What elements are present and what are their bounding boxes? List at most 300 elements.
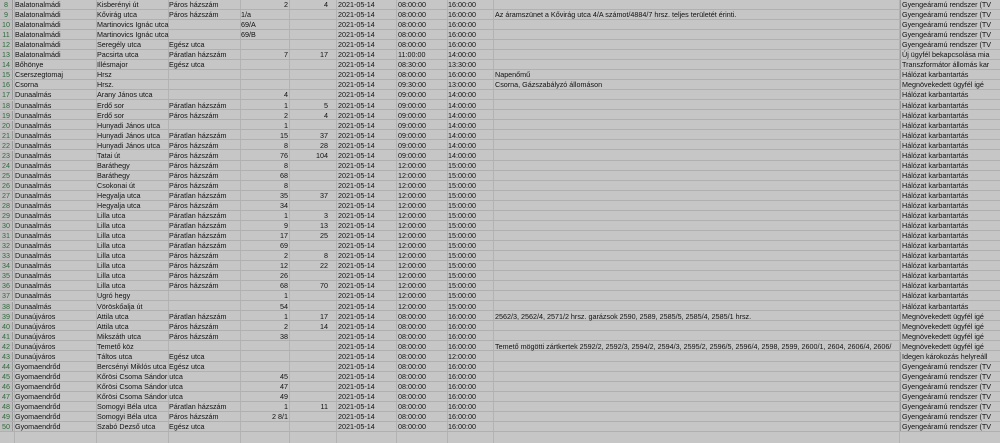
- cell-i[interactable]: 15:00:00: [448, 301, 476, 311]
- cell-b[interactable]: Vöröskőalja út: [97, 301, 143, 311]
- cell-h[interactable]: 09:30:00: [398, 80, 426, 90]
- row-number[interactable]: 34: [0, 261, 13, 270]
- cell-d[interactable]: [241, 141, 259, 150]
- cell-g[interactable]: 2021-05-14: [338, 231, 375, 241]
- cell-b[interactable]: Hegyalja utca: [97, 201, 141, 210]
- cell-j[interactable]: [495, 271, 900, 280]
- cell-f[interactable]: [290, 40, 328, 49]
- cell-d[interactable]: [241, 111, 259, 120]
- cell-j[interactable]: [495, 352, 900, 361]
- cell-a[interactable]: Gyomaendrőd: [15, 412, 61, 422]
- cell-g[interactable]: 2021-05-14: [338, 50, 375, 60]
- cell-g[interactable]: 2021-05-14: [338, 60, 375, 70]
- cell-k[interactable]: Hálózat karbantartás: [900, 101, 1000, 110]
- cell-f[interactable]: [290, 372, 328, 381]
- cell-a[interactable]: Dunaalmás: [15, 271, 52, 281]
- cell-c[interactable]: [169, 20, 241, 29]
- cell-h[interactable]: 08:00:00: [398, 40, 426, 50]
- cell-i[interactable]: 13:00:00: [448, 80, 476, 90]
- cell-c[interactable]: Páratlan házszám: [169, 241, 227, 251]
- cell-h[interactable]: 08:30:00: [398, 60, 426, 70]
- cell-i[interactable]: 15:00:00: [448, 221, 476, 231]
- cell-b[interactable]: Lilla utca: [97, 211, 126, 221]
- cell-k[interactable]: Hálózat karbantartás: [900, 131, 1000, 140]
- cell-k[interactable]: Gyengeáramú rendszer (TV: [900, 392, 1000, 401]
- cell-b[interactable]: Kőrösi Csoma Sándor utca: [97, 391, 183, 401]
- cell-i[interactable]: 15:00:00: [448, 241, 476, 251]
- cell-h[interactable]: 12:00:00: [398, 160, 426, 170]
- row-number[interactable]: 8: [0, 0, 13, 9]
- row-number[interactable]: 47: [0, 392, 13, 401]
- cell-b[interactable]: Mikszáth utca: [97, 331, 141, 341]
- cell-b[interactable]: Szabó Dezső utca: [97, 422, 156, 432]
- cell-e[interactable]: 49: [280, 391, 288, 401]
- cell-a[interactable]: Dunaalmás: [15, 120, 52, 130]
- cell-g[interactable]: 2021-05-14: [338, 140, 375, 150]
- cell-a[interactable]: Balatonalmádi: [15, 0, 61, 9]
- cell-h[interactable]: 08:00:00: [398, 391, 426, 401]
- cell-e[interactable]: [260, 10, 288, 19]
- cell-k[interactable]: Gyengeáramú rendszer (TV: [900, 382, 1000, 391]
- row-number[interactable]: 41: [0, 332, 13, 341]
- cell-b[interactable]: Attila utca: [97, 321, 129, 331]
- cell-b[interactable]: Lilla utca: [97, 231, 126, 241]
- cell-b[interactable]: Seregély utca: [97, 40, 141, 50]
- cell-h[interactable]: 08:00:00: [398, 402, 426, 411]
- cell-f[interactable]: 17: [320, 311, 328, 321]
- cell-c[interactable]: [169, 70, 241, 79]
- row-number[interactable]: 40: [0, 322, 13, 331]
- cell-b[interactable]: Hunyadi János utca: [97, 130, 161, 140]
- cell-c[interactable]: [169, 30, 241, 39]
- cell-k[interactable]: Hálózat karbantartás: [900, 251, 1000, 260]
- cell-b[interactable]: Somogyi Béla utca: [97, 402, 157, 411]
- cell-b[interactable]: Baráthegy: [97, 160, 130, 170]
- cell-g[interactable]: 2021-05-14: [338, 170, 375, 180]
- cell-h[interactable]: 12:00:00: [398, 241, 426, 251]
- cell-a[interactable]: Dunaalmás: [15, 90, 52, 100]
- cell-d[interactable]: [241, 181, 259, 190]
- cell-d[interactable]: [241, 201, 259, 210]
- cell-d[interactable]: [241, 352, 259, 361]
- cell-e[interactable]: 2 8/1: [272, 412, 288, 422]
- cell-a[interactable]: Dunaalmás: [15, 170, 52, 180]
- row-number[interactable]: 30: [0, 221, 13, 230]
- cell-c[interactable]: Egész utca: [169, 60, 205, 70]
- cell-e[interactable]: 34: [280, 201, 288, 210]
- cell-k[interactable]: Hálózat karbantartás: [900, 171, 1000, 180]
- cell-h[interactable]: 09:00:00: [398, 130, 426, 140]
- cell-g[interactable]: 2021-05-14: [338, 321, 375, 331]
- cell-b[interactable]: Csokonai út: [97, 180, 135, 190]
- cell-i[interactable]: 14:00:00: [448, 120, 476, 130]
- cell-b[interactable]: Kőrösi Csoma Sándor utca: [97, 371, 183, 381]
- cell-h[interactable]: 12:00:00: [398, 180, 426, 190]
- row-number[interactable]: 27: [0, 191, 13, 200]
- row-number[interactable]: 11: [0, 30, 13, 39]
- cell-h[interactable]: 12:00:00: [398, 231, 426, 241]
- cell-i[interactable]: 15:00:00: [448, 231, 476, 241]
- cell-a[interactable]: Balatonalmádi: [15, 40, 61, 50]
- cell-j[interactable]: [495, 171, 900, 180]
- row-number[interactable]: 22: [0, 141, 13, 150]
- cell-h[interactable]: 08:00:00: [398, 422, 426, 432]
- cell-h[interactable]: 08:00:00: [398, 20, 426, 30]
- row-number[interactable]: 48: [0, 402, 13, 411]
- cell-h[interactable]: 12:00:00: [398, 291, 426, 301]
- cell-g[interactable]: 2021-05-14: [338, 80, 375, 90]
- cell-i[interactable]: 16:00:00: [448, 422, 476, 432]
- cell-b[interactable]: Bercsényi Miklós utca: [97, 361, 167, 371]
- cell-e[interactable]: 4: [284, 90, 288, 100]
- cell-i[interactable]: 16:00:00: [448, 412, 476, 422]
- cell-e[interactable]: 1: [284, 120, 288, 130]
- cell-i[interactable]: 16:00:00: [448, 20, 476, 30]
- cell-b[interactable]: Erdő sor: [97, 100, 125, 110]
- cell-k[interactable]: Gyengeáramú rendszer (TV: [900, 422, 1000, 431]
- row-number[interactable]: 23: [0, 151, 13, 160]
- cell-c[interactable]: Páratlan házszám: [169, 211, 227, 221]
- cell-h[interactable]: 12:00:00: [398, 271, 426, 281]
- cell-f[interactable]: [290, 302, 328, 311]
- cell-g[interactable]: 2021-05-14: [338, 251, 375, 261]
- cell-c[interactable]: Páros házszám: [169, 10, 219, 20]
- cell-a[interactable]: Dunaalmás: [15, 231, 52, 241]
- cell-i[interactable]: 14:00:00: [448, 100, 476, 110]
- cell-f[interactable]: [290, 201, 328, 210]
- cell-e[interactable]: 68: [280, 170, 288, 180]
- cell-c[interactable]: Páratlan házszám: [169, 50, 227, 60]
- cell-k[interactable]: Hálózat karbantartás: [900, 211, 1000, 220]
- cell-k[interactable]: Hálózat karbantartás: [900, 291, 1000, 300]
- row-number[interactable]: 25: [0, 171, 13, 180]
- cell-k[interactable]: Hálózat karbantartás: [900, 121, 1000, 130]
- cell-d[interactable]: [241, 322, 259, 331]
- cell-i[interactable]: 16:00:00: [448, 341, 476, 351]
- cell-h[interactable]: 12:00:00: [398, 281, 426, 291]
- cell-f[interactable]: [290, 422, 328, 431]
- cell-d[interactable]: [241, 281, 259, 290]
- row-number[interactable]: 38: [0, 302, 13, 311]
- cell-g[interactable]: 2021-05-14: [338, 311, 375, 321]
- cell-f[interactable]: [290, 30, 328, 39]
- cell-c[interactable]: Páratlan házszám: [169, 130, 227, 140]
- cell-b[interactable]: Lilla utca: [97, 271, 126, 281]
- cell-d[interactable]: [241, 0, 259, 9]
- cell-d[interactable]: [241, 80, 259, 89]
- cell-h[interactable]: 08:00:00: [398, 10, 426, 20]
- cell-i[interactable]: 13:30:00: [448, 60, 476, 70]
- cell-c[interactable]: Páros házszám: [169, 140, 219, 150]
- cell-b[interactable]: Baráthegy: [97, 170, 130, 180]
- cell-c[interactable]: Páros házszám: [169, 180, 219, 190]
- cell-d[interactable]: [241, 291, 259, 300]
- cell-b[interactable]: Kővirág utca: [97, 10, 137, 20]
- cell-c[interactable]: [169, 121, 241, 130]
- cell-k[interactable]: Hálózat karbantartás: [900, 261, 1000, 270]
- cell-g[interactable]: 2021-05-14: [338, 90, 375, 100]
- cell-b[interactable]: Pacsirta utca: [97, 50, 139, 60]
- cell-d[interactable]: [241, 382, 259, 391]
- cell-b[interactable]: Attila utca: [97, 311, 129, 321]
- cell-j[interactable]: [495, 332, 900, 341]
- cell-h[interactable]: 08:00:00: [398, 371, 426, 381]
- cell-j[interactable]: [495, 111, 900, 120]
- cell-e[interactable]: 26: [280, 271, 288, 281]
- row-number[interactable]: 9: [0, 10, 13, 19]
- cell-c[interactable]: [169, 80, 241, 89]
- row-number[interactable]: 21: [0, 131, 13, 140]
- cell-f[interactable]: 104: [316, 150, 328, 160]
- cell-a[interactable]: Dunaalmás: [15, 201, 52, 210]
- cell-j[interactable]: [495, 261, 900, 270]
- cell-d[interactable]: [241, 402, 259, 411]
- cell-c[interactable]: [169, 392, 241, 401]
- cell-k[interactable]: Új ügyfél bekapcsolása mia: [900, 50, 1000, 59]
- cell-f[interactable]: [290, 362, 328, 371]
- cell-c[interactable]: Páros házszám: [169, 412, 219, 422]
- cell-e[interactable]: 1: [284, 291, 288, 301]
- cell-g[interactable]: 2021-05-14: [338, 201, 375, 210]
- cell-h[interactable]: 08:00:00: [398, 70, 426, 80]
- cell-i[interactable]: 15:00:00: [448, 211, 476, 221]
- cell-f[interactable]: 17: [320, 50, 328, 60]
- cell-a[interactable]: Dunaalmás: [15, 160, 52, 170]
- cell-k[interactable]: Hálózat karbantartás: [900, 302, 1000, 311]
- cell-j[interactable]: [495, 191, 900, 200]
- cell-a[interactable]: Dunaalmás: [15, 291, 52, 301]
- cell-k[interactable]: Megnövekedett ügyfél igé: [900, 80, 1000, 89]
- cell-g[interactable]: 2021-05-14: [338, 70, 375, 80]
- cell-e[interactable]: 8: [284, 160, 288, 170]
- cell-f[interactable]: [290, 291, 328, 300]
- cell-f[interactable]: 13: [320, 221, 328, 231]
- cell-d[interactable]: [241, 302, 259, 311]
- cell-j[interactable]: [495, 392, 900, 401]
- cell-a[interactable]: Dunaalmás: [15, 241, 52, 251]
- cell-b[interactable]: Ugró hegy: [97, 291, 131, 301]
- cell-a[interactable]: Dunaújváros: [15, 321, 56, 331]
- cell-d[interactable]: [241, 231, 259, 240]
- row-number[interactable]: 13: [0, 50, 13, 59]
- cell-j[interactable]: Temető mögötti zártkertek 2592/2, 2592/3, 2594/2, 2594/3, 2595/2, 2596/5, 2596/4, 2598, 2599, 2600/1, 2604, 2606/4, 2606/: [495, 341, 892, 351]
- cell-f[interactable]: [290, 171, 328, 180]
- cell-g[interactable]: 2021-05-14: [338, 271, 375, 281]
- cell-a[interactable]: Dunaújváros: [15, 341, 56, 351]
- cell-k[interactable]: Hálózat karbantartás: [900, 241, 1000, 250]
- cell-j[interactable]: [495, 141, 900, 150]
- cell-j[interactable]: [495, 151, 900, 160]
- cell-f[interactable]: 4: [324, 0, 328, 9]
- cell-c[interactable]: Páros házszám: [169, 261, 219, 271]
- cell-a[interactable]: Balatonalmádi: [15, 30, 61, 40]
- cell-b[interactable]: Hunyadi János utca: [97, 140, 161, 150]
- cell-c[interactable]: [169, 342, 241, 351]
- row-number[interactable]: 44: [0, 362, 13, 371]
- cell-k[interactable]: Hálózat karbantartás: [900, 221, 1000, 230]
- cell-e[interactable]: 69: [280, 241, 288, 251]
- cell-k[interactable]: Idegen károkozás helyreáll: [900, 352, 1000, 361]
- cell-d[interactable]: 69/A: [241, 20, 256, 30]
- cell-d[interactable]: [241, 131, 259, 140]
- cell-i[interactable]: 16:00:00: [448, 10, 476, 20]
- cell-f[interactable]: [290, 332, 328, 341]
- cell-b[interactable]: Martinovics Ignác utca: [97, 20, 169, 30]
- cell-e[interactable]: 1: [284, 311, 288, 321]
- cell-a[interactable]: Gyomaendrőd: [15, 371, 61, 381]
- cell-j[interactable]: [495, 281, 900, 290]
- cell-e[interactable]: [260, 30, 288, 39]
- cell-k[interactable]: Gyengeáramú rendszer (TV: [900, 20, 1000, 29]
- cell-k[interactable]: Hálózat karbantartás: [900, 191, 1000, 200]
- cell-f[interactable]: [290, 392, 328, 401]
- row-number[interactable]: 20: [0, 121, 13, 130]
- cell-a[interactable]: Dunaalmás: [15, 211, 52, 221]
- cell-g[interactable]: 2021-05-14: [338, 100, 375, 110]
- cell-j[interactable]: [495, 0, 900, 9]
- row-number[interactable]: 18: [0, 101, 13, 110]
- cell-h[interactable]: 08:00:00: [398, 331, 426, 341]
- cell-b[interactable]: Kőrösi Csoma Sándor utca: [97, 381, 183, 391]
- cell-c[interactable]: Páros házszám: [169, 160, 219, 170]
- cell-k[interactable]: Hálózat karbantartás: [900, 201, 1000, 210]
- cell-f[interactable]: [290, 161, 328, 170]
- cell-i[interactable]: 15:00:00: [448, 281, 476, 291]
- cell-e[interactable]: 54: [280, 301, 288, 311]
- cell-j[interactable]: [495, 90, 900, 99]
- cell-k[interactable]: Gyengeáramú rendszer (TV: [900, 10, 1000, 19]
- cell-j[interactable]: Napenőmű: [495, 70, 531, 80]
- cell-g[interactable]: 2021-05-14: [338, 391, 375, 401]
- cell-c[interactable]: [169, 372, 241, 381]
- cell-e[interactable]: 9: [284, 221, 288, 231]
- cell-k[interactable]: Hálózat karbantartás: [900, 281, 1000, 290]
- cell-h[interactable]: 09:00:00: [398, 110, 426, 120]
- cell-j[interactable]: [495, 60, 900, 69]
- cell-i[interactable]: 14:00:00: [448, 90, 476, 100]
- cell-a[interactable]: Dunaalmás: [15, 221, 52, 231]
- cell-c[interactable]: Páros házszám: [169, 271, 219, 281]
- cell-j[interactable]: [495, 241, 900, 250]
- cell-f[interactable]: 8: [324, 251, 328, 261]
- cell-g[interactable]: 2021-05-14: [338, 381, 375, 391]
- cell-i[interactable]: 15:00:00: [448, 201, 476, 210]
- cell-k[interactable]: Hálózat karbantartás: [900, 141, 1000, 150]
- cell-c[interactable]: [169, 291, 241, 300]
- cell-a[interactable]: Balatonalmádi: [15, 20, 61, 30]
- cell-f[interactable]: 37: [320, 190, 328, 200]
- cell-e[interactable]: 7: [284, 50, 288, 60]
- cell-e[interactable]: 1: [284, 402, 288, 411]
- cell-a[interactable]: Dunaalmás: [15, 110, 52, 120]
- cell-g[interactable]: 2021-05-14: [338, 190, 375, 200]
- row-number[interactable]: 46: [0, 382, 13, 391]
- row-number[interactable]: 17: [0, 90, 13, 99]
- cell-j[interactable]: [495, 362, 900, 371]
- cell-i[interactable]: 15:00:00: [448, 170, 476, 180]
- cell-f[interactable]: [290, 90, 328, 99]
- cell-a[interactable]: Csorna: [15, 80, 39, 90]
- cell-k[interactable]: Hálózat karbantartás: [900, 111, 1000, 120]
- cell-b[interactable]: Lilla utca: [97, 221, 126, 231]
- cell-j[interactable]: [495, 201, 900, 210]
- cell-e[interactable]: 2: [284, 0, 288, 9]
- cell-c[interactable]: [169, 302, 241, 311]
- cell-e[interactable]: 47: [280, 381, 288, 391]
- cell-k[interactable]: Hálózat karbantartás: [900, 90, 1000, 99]
- row-number[interactable]: 31: [0, 231, 13, 240]
- cell-j[interactable]: [495, 20, 900, 29]
- row-number[interactable]: 36: [0, 281, 13, 290]
- cell-i[interactable]: 15:00:00: [448, 271, 476, 281]
- row-number[interactable]: 29: [0, 211, 13, 220]
- cell-f[interactable]: [290, 80, 328, 89]
- cell-i[interactable]: 15:00:00: [448, 291, 476, 301]
- cell-g[interactable]: 2021-05-14: [338, 241, 375, 251]
- cell-c[interactable]: Páros házszám: [169, 110, 219, 120]
- cell-h[interactable]: 08:00:00: [398, 321, 426, 331]
- cell-i[interactable]: 16:00:00: [448, 30, 476, 40]
- cell-d[interactable]: [241, 412, 259, 421]
- cell-j[interactable]: [495, 40, 900, 49]
- cell-c[interactable]: Páratlan házszám: [169, 190, 227, 200]
- cell-j[interactable]: [495, 402, 900, 411]
- row-number[interactable]: 35: [0, 271, 13, 280]
- cell-h[interactable]: 12:00:00: [398, 261, 426, 271]
- cell-a[interactable]: Gyomaendrőd: [15, 422, 61, 432]
- cell-i[interactable]: 14:00:00: [448, 140, 476, 150]
- cell-a[interactable]: Dunaalmás: [15, 140, 52, 150]
- cell-b[interactable]: Hrsz.: [97, 80, 114, 90]
- cell-f[interactable]: 3: [324, 211, 328, 221]
- cell-g[interactable]: 2021-05-14: [338, 130, 375, 140]
- cell-b[interactable]: Arany János utca: [97, 90, 153, 100]
- cell-j[interactable]: 2562/3, 2562/4, 2571/2 hrsz. garázsok 2590, 2589, 2585/5, 2585/4, 2585/1 hrsz.: [495, 311, 752, 321]
- cell-f[interactable]: 37: [320, 130, 328, 140]
- cell-h[interactable]: 12:00:00: [398, 201, 426, 210]
- cell-i[interactable]: 16:00:00: [448, 391, 476, 401]
- cell-g[interactable]: 2021-05-14: [338, 40, 375, 50]
- cell-i[interactable]: 15:00:00: [448, 251, 476, 261]
- cell-b[interactable]: Hrsz: [97, 70, 112, 80]
- cell-j[interactable]: Az áramszünet a Kővirág utca 4/A számot/4884/7 hrsz. teljes területét érinti.: [495, 10, 737, 20]
- cell-c[interactable]: Egész utca: [169, 361, 205, 371]
- cell-g[interactable]: 2021-05-14: [338, 30, 375, 40]
- cell-c[interactable]: Páros házszám: [169, 281, 219, 291]
- cell-i[interactable]: 15:00:00: [448, 190, 476, 200]
- cell-c[interactable]: Páratlan házszám: [169, 221, 227, 231]
- row-number[interactable]: 12: [0, 40, 13, 49]
- cell-a[interactable]: Dunaalmás: [15, 261, 52, 271]
- cell-f[interactable]: [290, 10, 328, 19]
- cell-f[interactable]: 25: [320, 231, 328, 241]
- cell-e[interactable]: 8: [284, 140, 288, 150]
- cell-d[interactable]: [241, 261, 259, 270]
- cell-j[interactable]: [495, 121, 900, 130]
- cell-k[interactable]: Gyengeáramú rendszer (TV: [900, 372, 1000, 381]
- cell-d[interactable]: [241, 60, 259, 69]
- cell-j[interactable]: [495, 161, 900, 170]
- row-number[interactable]: 45: [0, 372, 13, 381]
- cell-b[interactable]: Lilla utca: [97, 241, 126, 251]
- row-number[interactable]: 10: [0, 20, 13, 29]
- cell-e[interactable]: [260, 20, 288, 29]
- cell-h[interactable]: 08:00:00: [398, 311, 426, 321]
- cell-e[interactable]: [260, 80, 288, 89]
- cell-e[interactable]: [260, 70, 288, 79]
- row-number[interactable]: 39: [0, 312, 13, 321]
- cell-e[interactable]: 2: [284, 251, 288, 261]
